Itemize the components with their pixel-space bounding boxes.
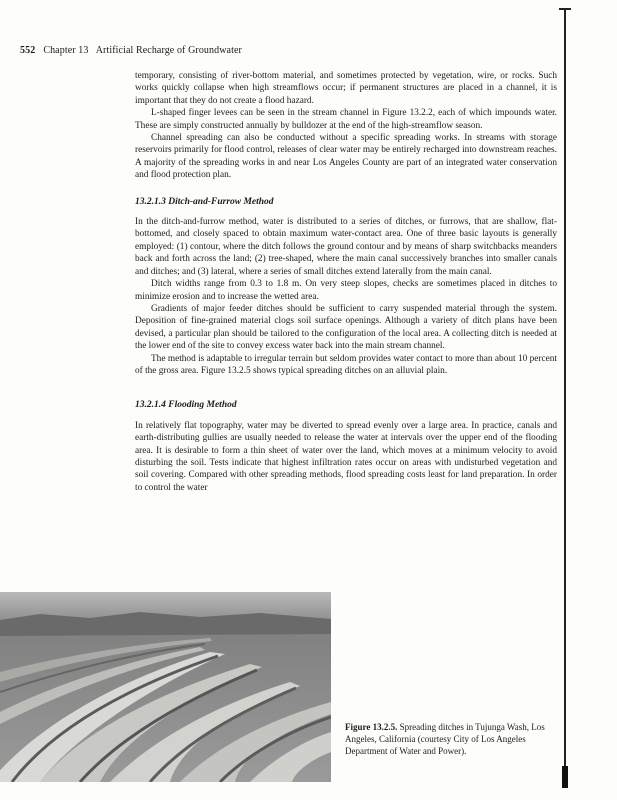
page-edge-rule bbox=[564, 8, 566, 788]
body-paragraph: The method is adaptable to irregular terrain but seldom provides water contact to more than about 10 percent of the gross area. Figure 13.2.5 shows typical spreading ditches on an alluvial plain. bbox=[135, 353, 557, 376]
body-paragraph: In the ditch-and-furrow method, water is distributed to a series of ditches, or furrows, that are shallow, flat-bottomed, and closely spaced to obtain maximum water-contact area. One of three basic layouts is generally employed: (1) contour, where the ditch follows the ground contour and by means of sharp switchbacks meanders back and forth across the land; (2) tree-shaped, where the main canal successively branches into smaller canals and ditches; and (3) lateral, where a series of small ditches extend laterally from the main canal. bbox=[135, 217, 557, 277]
section-heading-flooding: 13.2.1.4 Flooding Method bbox=[135, 400, 237, 411]
body-paragraph: Gradients of major feeder ditches should be sufficient to carry suspended material through the system. Deposition of fine-grained material clogs soil surface openings. Although a variety of ditch plans have been devised, a particular plan should be tailored to the configuration of the local area. A collecting ditch is needed at the lower end of the site to convey excess water back into the main stream channel. bbox=[135, 303, 557, 352]
page-edge-blot bbox=[562, 766, 568, 788]
figure-caption bbox=[345, 721, 545, 757]
body-paragraph: Channel spreading can also be conducted without a specific spreading works. In streams with storage reservoirs primarily for flood control, releases of clear water may be entirely recharged into downstream reaches. A majority of the spreading works in and near Los Angeles County are part of an integrated water conservation and flood protection plan. bbox=[135, 133, 557, 181]
figure-caption-text: Spreading ditches in Tujunga Wash, Los Angeles, California (courtesy City of Los Angeles Department of Water and Power). bbox=[345, 722, 545, 756]
body-paragraph: L-shaped finger levees can be seen in the stream channel in Figure 13.2.2, each of which impounds water. These are simply constructed annually by bulldozer at the end of the high-streamflow season. bbox=[135, 108, 557, 131]
page-edge-cap bbox=[559, 8, 571, 10]
spreading-ditches-photo bbox=[0, 592, 331, 782]
photo-illustration bbox=[0, 592, 331, 782]
section-heading-ditch-and-furrow: 13.2.1.3 Ditch-and-Furrow Method bbox=[135, 196, 274, 207]
body-text-column bbox=[135, 70, 557, 494]
figure-label: Figure 13.2.5. bbox=[345, 722, 398, 732]
body-paragraph: temporary, consisting of river-bottom material, and sometimes protected by vegetation, wire, or rocks. Such works quickly collapse when high streamflows occur; if permanent structures are placed in a channel, it is important that they do not create a flood hazard. bbox=[135, 71, 557, 106]
body-paragraph: In relatively flat topography, water may be diverted to spread evenly over a large area. In practice, canals and earth-distributing gullies are usually needed to release the water at intervals over the upper end of the flooding area. It is desirable to form a thin sheet of water over the land, which moves at a minimum velocity to avoid disturbing the soil. Tests indicate that highest infiltration rates occur on areas with undisturbed vegetation and soil covering. Compared with other spreading methods, flood spreading costs least for land preparation. In order to control the water bbox=[135, 420, 557, 493]
running-title: Chapter 13 Artificial Recharge of Groundwater bbox=[43, 45, 242, 56]
running-header bbox=[20, 45, 242, 56]
page-number: 552 bbox=[20, 45, 36, 56]
body-paragraph: Ditch widths range from 0.3 to 1.8 m. On very steep slopes, checks are sometimes placed in ditches to minimize erosion and to increase the wetted area. bbox=[135, 279, 557, 302]
